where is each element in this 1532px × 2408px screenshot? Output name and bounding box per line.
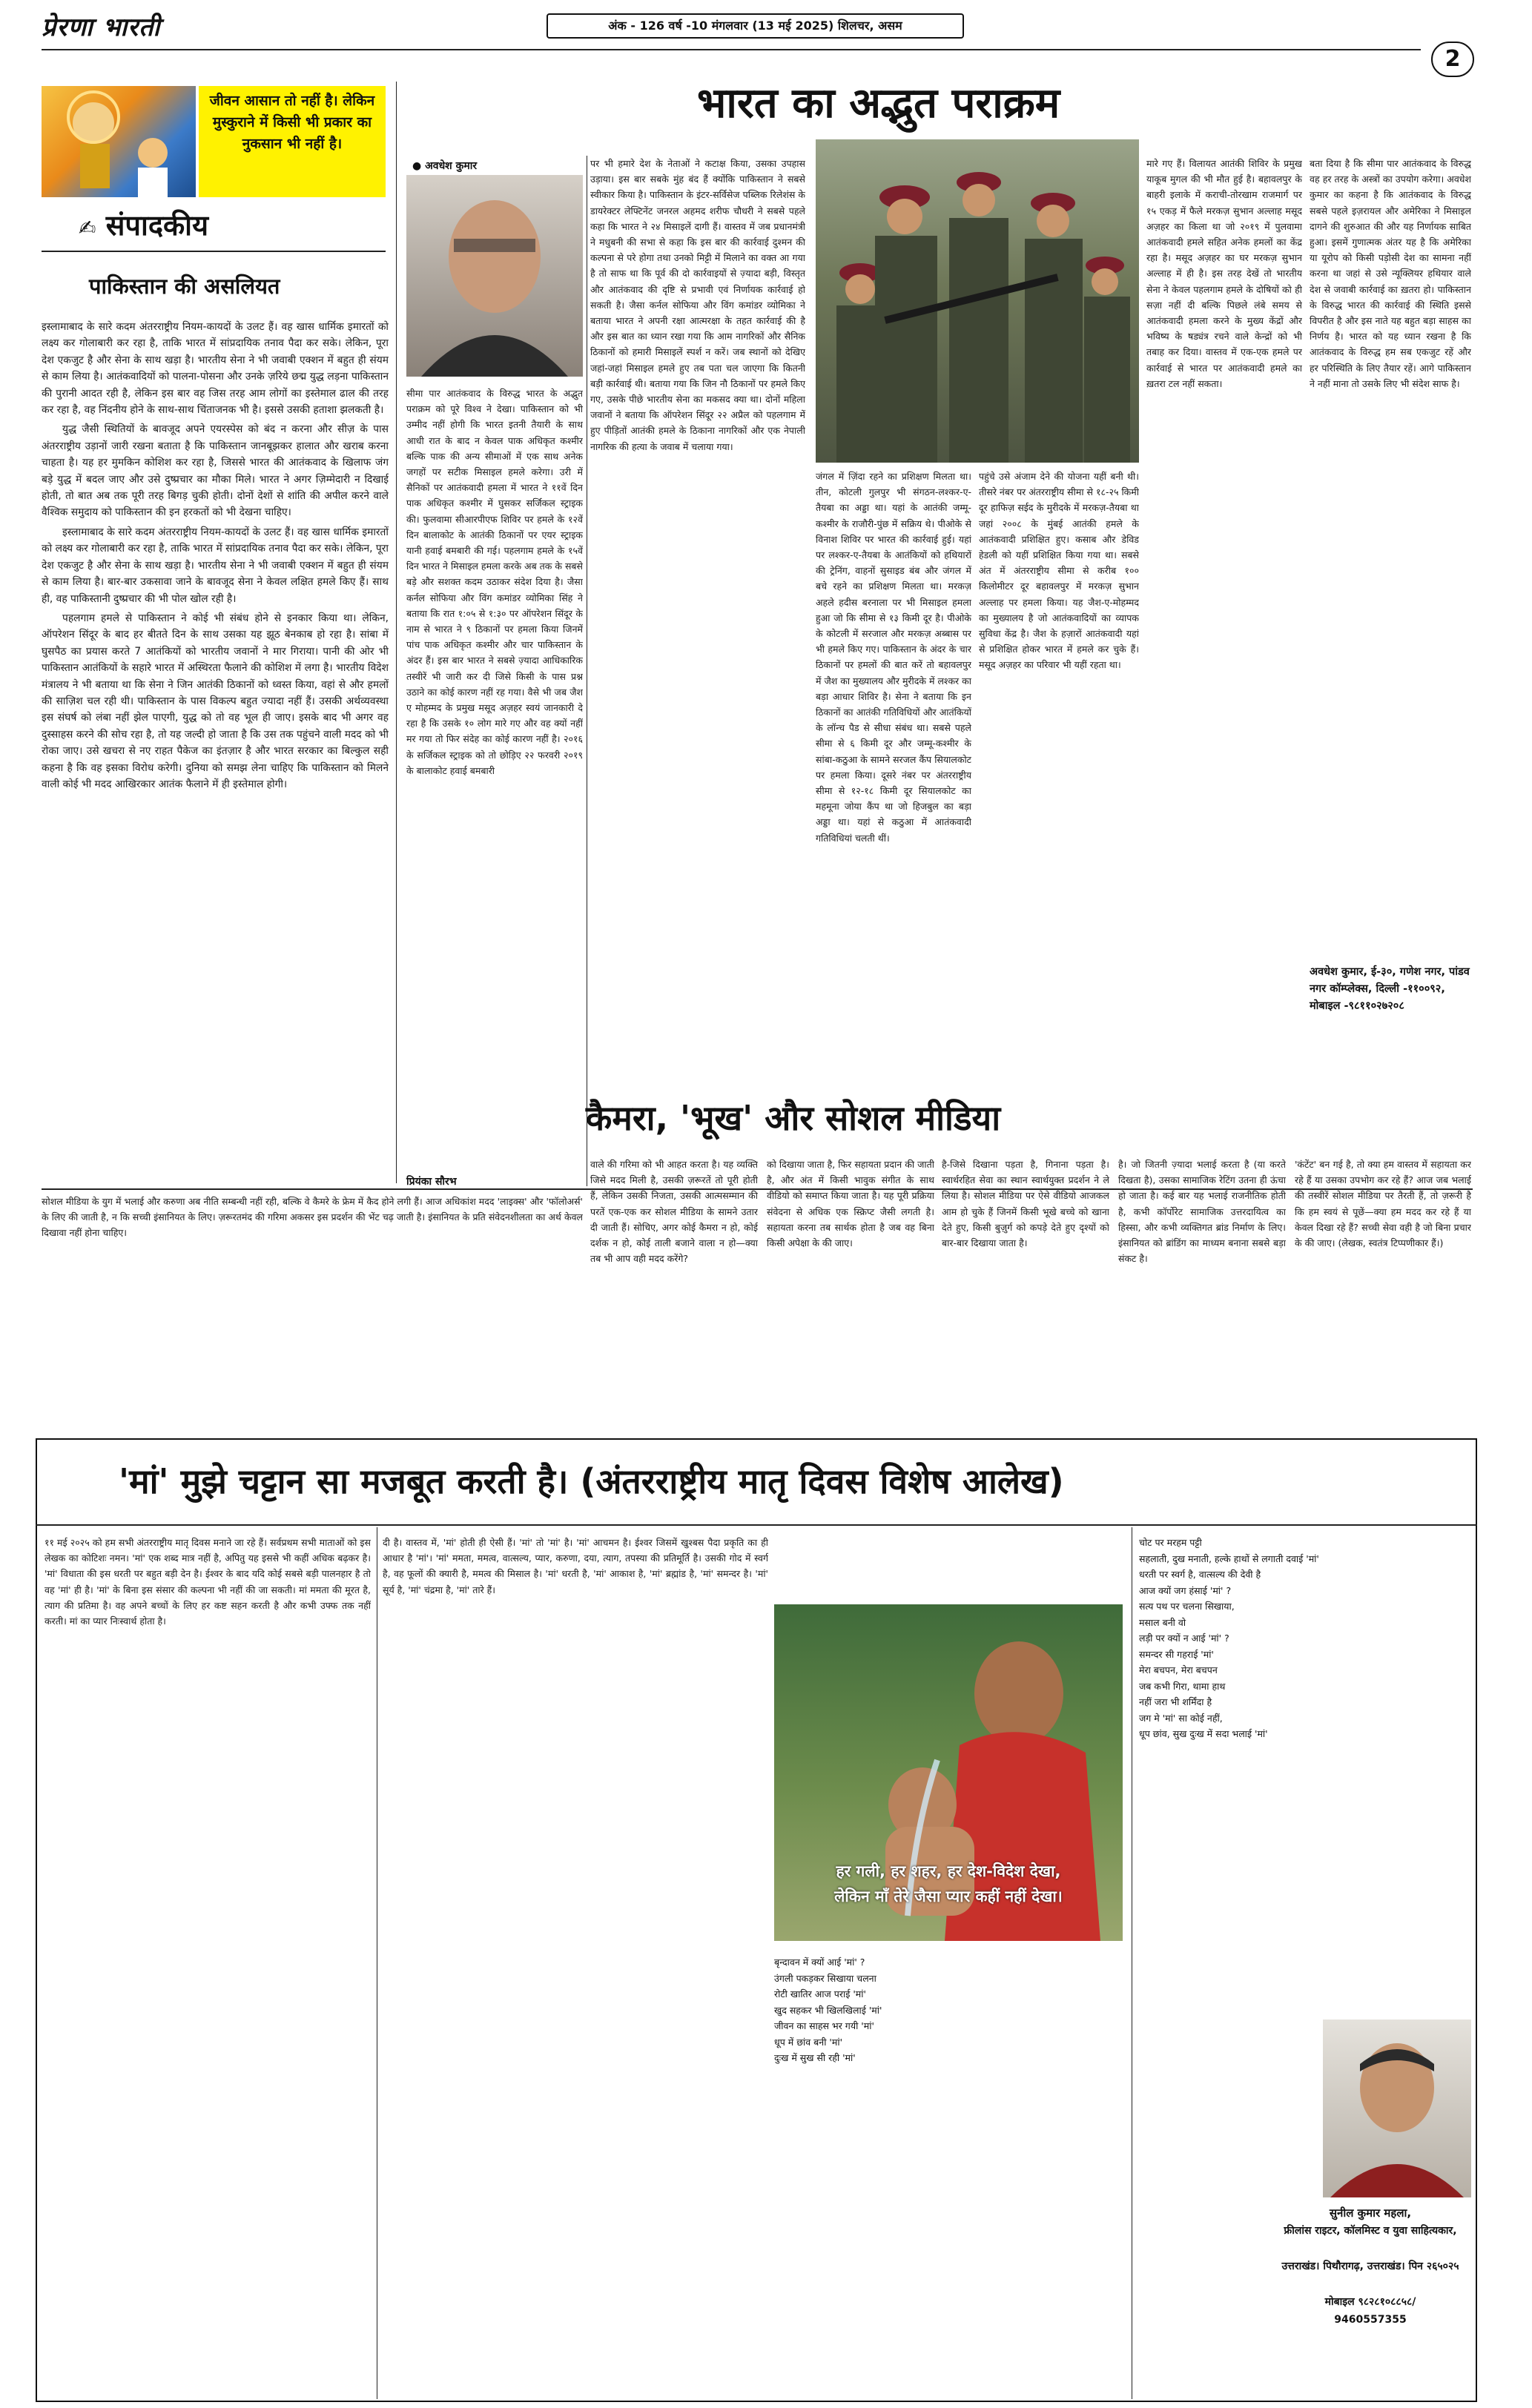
sunil-author-place: उत्तराखंड। पिथौरागढ़, उत्तराखंड। पिन २६५०२५ bbox=[1281, 2260, 1459, 2272]
author-photo-awadhesh bbox=[406, 175, 583, 377]
photo-caption-line-2: लेकिन माँ तेरे जैसा प्यार कहीं नहीं देखा। bbox=[834, 1888, 1063, 1905]
byline-awadhesh bbox=[412, 159, 583, 173]
main-author-contact: अवधेश कुमार, ई-३०, गणेश नगर, पांडव नगर कॉम्प्लेक्स, दिल्ली -११००९२, मोबाइल -९८११०२७२०८ bbox=[1310, 966, 1470, 1012]
main-article-col-3: जंगल में ज़िंदा रहने का प्रशिक्षण मिलता था। तीन, कोटली गुलपुर भी संगठन-लश्कर-ए-तैयबा का अड्डा था। यहां के आतंकी जम्मू-कश्मीर के राजौरी-पुंछ में सक्रिय थे। पीओके से विनाश शिविर पर भारत की कार्रवाई हुई। यहां पर लश्कर-ए-तैयबा के आतंकियों को हथियारों की ट्रेनिंग, वाहनों सुसाइड बंब और जंगल में बचे रहने का प्रशिक्षण मिलता था। मरकज़ अहले हदीस बरनाला पर भी मिसाइल हमला हुआ जो कि सीमा से १३ किमी दूर है। पीओके के कोटली में सरजाल और मरकज़ अब्बास पर भी हमले किए गए। पाकिस्तान के अंदर के चार ठिकानों पर हमलों की बात करें तो बहावलपुर में जैश का मुख्यालय और मुरीदके में लश्कर का बड़ा आधार शिविर है। सेना ने बताया कि इन ठिकानों का आतंकी गतिविधियों और आतंकियों के लॉन्च पैड से सीधा संबंध था। सबसे पहले सीमा से ६ किमी दूर और जम्मू-कश्मीर के सांबा-कठुआ के सामने सरजल कैंप सियालकोट पर हमला किया। दूसरे नंबर पर अंतरराष्ट्रीय सीमा से १२-१८ किमी दूर सियालकोट का महमूना जोया कैंप था जो हिजबुल का बड़ा अड्डा था। यहां से कठुआ में आतंकवादी गतिविधियां चलती थीं। bbox=[816, 471, 971, 844]
editorial-paragraph-1: इस्लामाबाद के सारे कदम अंतरराष्ट्रीय नियम-कायदों के उलट हैं। वह खास धार्मिक इमारतों को लक्ष्य कर गोलाबारी कर रहा है, ताकि भारत में सांप्रदायिक तनाव पैदा कर सके। लेकिन, पूरा देश एकजुट है और सेना के साथ खड़ा है। भारतीय सेना ने भी जवाबी एक्शन में बहुत ही संयम से काम लिया है। आतंकवादियों को पालना-पोसना और उनके ज़रिये छद्म युद्ध लड़ना पाकिस्तान की पुरानी आदत रही है, लेकिन इस बार वह जिस तरह आम लोगों का इस्तेमाल ढाल की तरह कर रहा है, वह निंदनीय होने के साथ-साथ चिंताजनक भी है। इससे उसकी हताशा झलकती है। bbox=[42, 321, 389, 417]
issue-line: अंक - 126 वर्ष -10 मंगलवार (13 मई 2025) शिलचर, असम bbox=[547, 13, 964, 39]
byline-priyanka: प्रियंका सौरभ bbox=[406, 1176, 457, 1188]
main-article-col-6: बता दिया है कि सीमा पार आतंकवाद के विरुद्ध वह हर तरह के अस्त्रों का उपयोग करेगा। अवधेश कुमार का कहना है कि आतंकवाद के विरुद्ध सबसे पहले इज़रायल और अमेरिका ने मिसाइल दागने की शुरुआत की और यह निर्णायक साबित हुआ। इसमें गुणात्मक अंतर यह है कि अमेरिका या यूरोप को किसी पड़ोसी देश का सामना नहीं करना था जहां से उसे न्यूक्लियर हथियार वाले देश से जवाबी कार्रवाई का ख़तरा हो। पाकिस्तान के विरुद्ध भारत की कार्रवाई की स्थिति इससे विपरीत है और इस नाते यह बहुत बड़ा साहस का निर्णय है। भारत को यह ध्यान रखना है कि आतंकवाद के विरुद्ध हम सब एकजुट रहें और हर परिस्थिति के लिए तैयार रहें। आगे पाकिस्तान ने नहीं माना तो उसके लिए भी संदेश साफ है। bbox=[1310, 158, 1471, 389]
paper-name: प्रेरणा भारती bbox=[42, 13, 161, 42]
media-col-2: वाले की गरिमा को भी आहत करता है। यह व्यक्ति जिसे मदद मिली है, उसकी ज़रूरतें तो पूरी होती हैं, लेकिन उसकी निजता, उसकी आत्मसम्मान की परतें एक-एक कर सोशल मीडिया के सामने उतार दी जाती हैं। सोचिए, अगर कोई कैमरा न हो, कोई दर्शक न हो, कोई ताली बजाने वाला न हो—क्या तब भी आप वही मदद करेंगे? bbox=[590, 1159, 758, 1265]
sunil-author-name: सुनील कुमार महला, bbox=[1329, 2206, 1412, 2220]
media-col-6: 'कंटेंट' बन गई है, तो क्या हम वास्तव में सहायता कर रहे हैं या उसका उपभोग कर रहे हैं? आज जब भलाई की तस्वीरें सोशल मीडिया पर तैरती हैं, तो ज़रूरी है कि हम स्वयं से पूछें—क्या हम मदद कर रहे हैं या केवल दिखा रहे हैं? सच्ची सेवा वही है जो बिना प्रचार के की जाए। (लेखक, स्वतंत्र टिप्पणीकार हैं।) bbox=[1295, 1159, 1471, 1249]
main-headline: भारत का अद्भुत पराक्रम bbox=[697, 79, 1060, 128]
media-col-4: है-जिसे दिखाना पड़ता है, गिनाना पड़ता है। स्वार्थरहित सेवा का स्थान स्वार्थयुक्त प्रदर्शन ने ले लिया है। सोशल मीडिया पर ऐसे वीडियो आजकल आम हो चुके हैं जिनमें किसी भूखे बच्चे को खाना देते हुए, किसी बुज़ुर्ग को कपड़े देते हुए दृश्यों को बार-बार दिखाया जाता है। bbox=[942, 1159, 1109, 1249]
mothers-day-col-1: ११ मई २०२५ को हम सभी अंतरराष्ट्रीय मातृ दिवस मनाने जा रहे हैं। सर्वप्रथम सभी माताओं को इस लेखक का कोटिशः नमन। 'मां' एक शब्द मात्र नहीं है, अपितु यह इससे भी कहीं अधिक बढ़कर है। 'मां' विधाता की इस धरती पर बहुत बड़ी देन है। ईश्वर के बाद यदि कोई सबसे बड़ी पालनहार है तो वह 'मां' ही है। 'मां' के बिना इस संसार की कल्पना भी नहीं की जा सकती। मां ममता की मूरत है, त्याग की प्रतिमा है। वह अपने बच्चों के लिए हर कष्ट सहन करती है और कभी उफ्फ तक नहीं करती। मां का प्यार निःस्वार्थ होता है। bbox=[44, 1537, 371, 1627]
masthead-rule bbox=[42, 49, 1421, 50]
editorial-paragraph-4: पहलगाम हमले से पाकिस्तान ने कोई भी संबंध होने से इनकार किया था। लेकिन, ऑपरेशन सिंदूर के बाद हर बीतते दिन के साथ उसका यह झूठ बेनकाब हो रहा है। सांबा में घुसपैठ का प्रयास करते 7 आतंकियों को भारतीय जवानों ने मार गिराया। पानी की ओर भी पाकिस्तान आतंकियों के सहारे भारत में अस्थिरता फैलाने की कोशिश में लगा है। भारतीय विदेश मंत्रालय ने भी बताया था कि सेना ने जिन आतंकी ठिकानों को ध्वस्त किया, वहां से और हमलों की साज़िश चल रही थी। पाकिस्तान के पास विकल्प बहुत ज्यादा नहीं हैं। उसकी अर्थव्यवस्था इस संघर्ष को लंबा नहीं झेल पाएगी, युद्ध को तो वह भूल ही जाए। इसके बाद भी अगर वह दुस्साहस करने की सोच रहा है, तो यह जल्दी हो जाता है कि उस तक पहुंचने वाली मदद को भी रोका जाए। उसे खचरा से नए राहत पैकेज का इंतज़ार है और भारत सरकार का बिल्कुल सही कहना है कि वह इसका विरोध करेगी। दुनिया को समझ लेना चाहिए कि पाकिस्तान को मिलने वाली कोई भी मदद आखिरकार आतंक फैलाने में ही इस्तेमाल होगी। bbox=[42, 612, 389, 790]
editorial-icon: ✍ bbox=[79, 216, 96, 240]
editorial-column-rule bbox=[396, 82, 397, 1183]
byline-awadhesh-text: अवधेश कुमार bbox=[425, 160, 478, 172]
editorial-label bbox=[79, 205, 316, 248]
editorial-paragraph-2: युद्ध जैसी स्थितियों के बावजूद अपने एयरस्पेस को बंद न करना और सीज़ के पास अंतरराष्ट्रीय उड़ानों जारी रखना बताता है कि पाकिस्तान जानबूझकर हालात और खराब करना चाहता है। यह हर मुमकिन कोशिश कर रहा है, जिससे भारत की आतंकवाद के खिलाफ जंग बड़े युद्ध में बदल जाए और उसे दुष्प्रचार का मौका मिले। भारत ने अगर ज़िम्मेदारी न दिखाई होती, तो बात अब तक पूरी तरह बिगड़ चुकी होती। दोनों देशों से शांति की अपील करने वाले वैश्विक समुदाय को पाकिस्तान की इन हरकतों को भी देखना चाहिए। bbox=[42, 423, 389, 519]
mother-child-photo bbox=[774, 1604, 1123, 1941]
media-col-1: सोशल मीडिया के युग में भलाई और करुणा अब नीति सम्बन्धी नहीं रही, बल्कि वे कैमरे के फ्रेम में कैद होने लगी हैं। आज अधिकांश मदद 'लाइक्स' और 'फॉलोअर्स' के लिए की जाती है, न कि सच्ची इंसानियत के लिए। ज़रूरतमंद की गरिमा अकसर इस प्रदर्शन की भेंट चढ़ जाती है। इंसानियत के प्रति संवेदनशीलता का अर्थ केवल दिखावा नहीं होना चाहिए। bbox=[42, 1196, 583, 1239]
main-article-col-2: पर भी हमारे देश के नेताओं ने कटाक्ष किया, उसका उपहास उड़ाया। इस बार सबके मुंह बंद हैं क्योंकि पाकिस्तान ने सबसे स्वीकार किया है। पाकिस्तान के इंटर-सर्विसेज पब्लिक रिलेशंस के डायरेक्टर लेफ्टिनेंट जनरल अहमद शरीफ चौधरी ने सबसे पहले कहा कि भारत ने २४ मिसाइलें दागी हैं। वास्तव में जब प्रधानमंत्री ने मधुबनी की सभा से कहा कि इस बार की कार्रवाई दुश्मन की कल्पना से परे होगा तथा उनको मिट्टी में मिलाने का वक्त आ गया है तो साफ था कि पूर्व की दो कार्रवाइयों से ज़्यादा बड़ी, विस्तृत और आतंकवाद की दृष्टि से प्रभावी एवं निर्णायक कार्रवाई हो सकती है। जैसा कर्नल सोफिया और विंग कमांडर व्योमिका ने बताया भारत ने अपनी रक्षा आत्मरक्षा के तहत कार्रवाई की है और इस बात का ध्यान रखा गया कि आम नागरिकों और सैनिक ठिकानों को हमारी मिसाइलें स्पर्श न करें। जब स्थानों को देखिए जहां-जहां मिसाइल हमले हुए तब पता चल जाएगा कि कितनी बड़ी कार्रवाई थी। बताया गया कि जिन नौ ठिकानों पर हमले किए गए, उसके पीछे भारतीय सेना का मकसद क्या था। दोनों महिला जवानों ने बताया कि ऑपरेशन सिंदूर २२ अप्रैल को पहलगाम में हुए पीड़ितों आतंकी हमले के ठिकाना नागरिकों और एक नेपाली नागरिक की हत्या के जवाब में चलाया गया। bbox=[590, 158, 805, 452]
krishna-illustration bbox=[42, 86, 196, 197]
main-article-col-1: सीमा पार आतंकवाद के विरुद्ध भारत के अद्भुत पराक्रम को पूरे विश्व ने देखा। पाकिस्तान को भी उम्मीद नहीं होगी कि भारत इतनी तैयारी के साथ आधी रात के बाद न केवल पाक अधिकृत कश्मीर बल्कि पाक की अन्य सीमाओं में एक साथ अनेक जगहों पर सटीक मिसाइल हमले करेगा। उरी में सैनिकों पर आतंकवादी हमला में भारत ने ११वें दिन पाक अधिकृत कश्मीर में घुसकर सर्जिकल स्ट्राइक की। फुलवामा सीआरपीएफ शिविर पर हमले के १२वें दिन बालाकोट के आतंकी ठिकानों पर एयर स्ट्राइक यानी हवाई बमबारी की गई। पहलगाम हमले के १५वें दिन भारत ने मिसाइल हमला करके अब तक के सबसे बड़े और सशक्त कदम उठाकर संदेश दिया है। जैसा कर्नल सोफिया और विंग कमांडर व्योमिका सिंह ने बताया कि रात १:०५ से १:३० पर ऑपरेशन सिंदूर के नाम से भारत ने ९ ठिकानों पर हमला किया जिनमें पांच पाक अधिकृत कश्मीर और चार पाकिस्तान के अंदर हैं। इस बार भारत ने सबसे ज़्यादा आधिकारिक तस्वीरें भी जारी कर दी जिसे किसी के पास प्रश्न उठाने का कोई कारण नहीं रह गया। वैसे भी जब जैश ए मोहम्मद के प्रमुख मसूद अज़हर स्वयं जानकारी दे रहा है कि उसके १० लोग मारे गए और वह क्यों नहीं मर गया तो फिर संदेह का कोई कारण नहीं है। २०१६ के सर्जिकल स्ट्राइक को तो छोड़िए २२ फरवरी २०१९ के बालाकोट हवाई बमबारी bbox=[406, 388, 583, 776]
army-soldiers-photo bbox=[816, 139, 1139, 463]
sunil-author-title: फ्रीलांस राइटर, कॉलमिस्ट व युवा साहित्यकार, bbox=[1284, 2225, 1457, 2237]
sunil-author-phone: मोबाइल ९८२८१०८८५८/ bbox=[1324, 2296, 1416, 2308]
mothers-day-headline-rule bbox=[36, 1524, 1477, 1526]
byline-bullet-icon: ● bbox=[412, 160, 422, 172]
editorial-body bbox=[42, 319, 389, 1176]
mothers-day-col-2: दी है। वास्तव में, 'मां' होती ही ऐसी हैं। 'मां' तो 'मां' है। 'मां' आचमन है। ईश्वर जिसमें खुश्बस पैदा प्रकृति का ही आधार है 'मां'। 'मां' ममता, ममत्व, वात्सल्य, प्यार, करुणा, दया, त्याग, तपस्या की प्रतिमूर्ति है। उसकी गोद में स्वर्ग है, वह फूलों की क्यारी है, ममत्व की मिसाल है। 'मां' धरती है, 'मां' आकाश है, 'मां' ब्रह्मांड है, 'मां' समन्दर है। 'मां' सूर्य है, 'मां' चंद्रमा है, 'मां' तारे हैं। bbox=[383, 1537, 768, 1595]
quote-box: जीवन आसान तो नहीं है। लेकिन मुस्कुराने में किसी भी प्रकार का नुकसान भी नहीं है। bbox=[199, 86, 386, 197]
page-number-badge: 2 bbox=[1431, 42, 1474, 77]
editorial-headline: पाकिस्तान की असलियत bbox=[89, 274, 280, 299]
sunil-author-phone-2: 9460557355 bbox=[1334, 2314, 1407, 2326]
author-photo-sunil bbox=[1323, 2020, 1471, 2197]
main-article-col-5: मारे गए हैं। विलायत आतंकी शिविर के प्रमुख याकूब मुगल की भी मौत हुई है। बहावलपुर के बाहरी इलाके में कराची-तोरखाम राजमार्ग पर १५ एकड़ में फैले मरकज़ सुभान अल्लाह मसूद अज़हर का किला था जो २०१९ में पुलवामा आतंकवादी हमले सहित अनेक हमलों का केंद्र रहा है। मसूद अज़हर का घर मरकज़ सुभान अल्लाह में ही है। इस तरह देखें तो भारतीय सेना ने केवल पहलगाम हमले के दोषियों को ही सज़ा नहीं दी बल्कि पिछले लंबे समय से आतंकवादी हमला करने के मुख्य केंद्रों और भविष्य के षड्यंत्र रचने वाले केन्द्रों को भी तबाह कर दिया। वास्तव में एक-एक हमले पर कार्रवाई से भारत पर आतंकवादी हमले का ख़तरा टल नहीं सकता। bbox=[1146, 158, 1302, 389]
editorial-label-text: संपादकीय bbox=[105, 209, 209, 242]
mothers-day-poem-col-3: बृन्दावन में क्यों आई 'मां' ? उंगली पकड़कर सिखाया चलना रोटी खातिर आज पराई 'मां' खुद सहकर भी खिलखिलाई 'मां' जीवन का साहस भर गयी 'मां' धूप में छांव बनी 'मां' दुःख में सुख सी रही 'मां' bbox=[774, 1956, 882, 2063]
photo-caption-line-1: हर गली, हर शहर, हर देश-विदेश देखा, bbox=[836, 1862, 1061, 1880]
editorial-paragraph-3: इस्लामाबाद के सारे कदम अंतरराष्ट्रीय नियम-कायदों के उलट हैं। वह खास धार्मिक इमारतों को लक्ष्य कर गोलाबारी कर रहा है, ताकि भारत में सांप्रदायिक तनाव पैदा कर सके। लेकिन, पूरा देश एकजुट है और सेना के साथ खड़ा है। भारतीय सेना ने भी जवाबी एक्शन में बहुत ही संयम से काम लिया है। बार-बार उकसावा जाने के बावजूद सेना ने केवल लक्षित हमले किए हैं। साथ ही, वह पाकिस्तानी दुष्प्रचार की भी पोल खोल रही है। bbox=[42, 526, 389, 605]
media-headline: कैमरा, 'भूख' और सोशल मीडिया bbox=[586, 1098, 1001, 1138]
mothers-day-headline: 'मां' मुझे चट्टान सा मजबूत करती है। (अंतरराष्ट्रीय मातृ दिवस विशेष आलेख) bbox=[119, 1461, 1064, 1501]
editorial-label-rule bbox=[42, 251, 386, 252]
main-article-col-4: पहुंचे उसे अंजाम देने की योजना यहीं बनी थी। तीसरे नंबर पर अंतरराष्ट्रीय सीमा से १८-२५ किमी दूर हाफिज़ सईद के मुरीदके में मरकज़-तैयबा था जहां २००८ के मुंबई आतंकी हमले के आतंकवादी प्रशिक्षित हुए। कसाब और डेविड हेडली को यहीं प्रशिक्षित किया गया था। सबसे अंत में अंतरराष्ट्रीय सीमा से करीब १०० किलोमीटर दूर बहावलपुर में मरकज़ सुभान अल्लाह पर हमला किया। यह जैश-ए-मोहम्मद का मुख्यालय है जो आतंकवादियों का व्यापक सुविधा केंद्र है। जैश के हज़ारों आतंकवादी यहां से प्रशिक्षित होकर भारत में हमले कर चुके हैं। मसूद अज़हर का परिवार भी यहीं रहता था। bbox=[979, 471, 1139, 671]
mothers-day-poem-col-4: चोट पर मरहम पट्टी सहलाती, दुख मनाती, हल्के हाथों से लगाती दवाई 'मां' धरती पर स्वर्ग है, वात्सल्य की देवी है आज क्यों जग हंसाई 'मां' ? सत्य पथ पर चलना सिखाया, मसाल बनी वो लड़ी पर क्यों न आई 'मां' ? समन्दर सी गहराई 'मां' मेरा बचपन, मेरा बचपन जब कभी गिरा, थामा हाथ नहीं जरा भी शर्मिंदा है जग मे 'मां' सा कोई नहीं, धूप छांव, सुख दुःख में सदा भलाई 'मां' bbox=[1139, 1537, 1319, 1739]
media-col-3: को दिखाया जाता है, फिर सहायता प्रदान की जाती है, और अंत में किसी भावुक संगीत के साथ वीडियो को समाप्त किया जाता है। यह पूरी प्रक्रिया संवेदना से अधिक एक स्क्रिप्ट जैसी लगती है। सहायता करना तब सार्थक होता है जब वह बिना किसी अपेक्षा के की जाए। bbox=[767, 1159, 934, 1249]
media-col-5: है। जो जितनी ज़्यादा भलाई करता है (या करते दिखता है), उसका सामाजिक रेटिंग उतना ही ऊंचा हो जाता है। कई बार यह भलाई राजनीतिक होती है, कभी कॉर्पोरेट सामाजिक उत्तरदायित्व का हिस्सा, और कभी व्यक्तिगत ब्रांड निर्माण के लिए। इंसानियत को ब्रांडिंग का माध्यम बनाना सबसे बड़ा संकट है। bbox=[1118, 1159, 1286, 1265]
